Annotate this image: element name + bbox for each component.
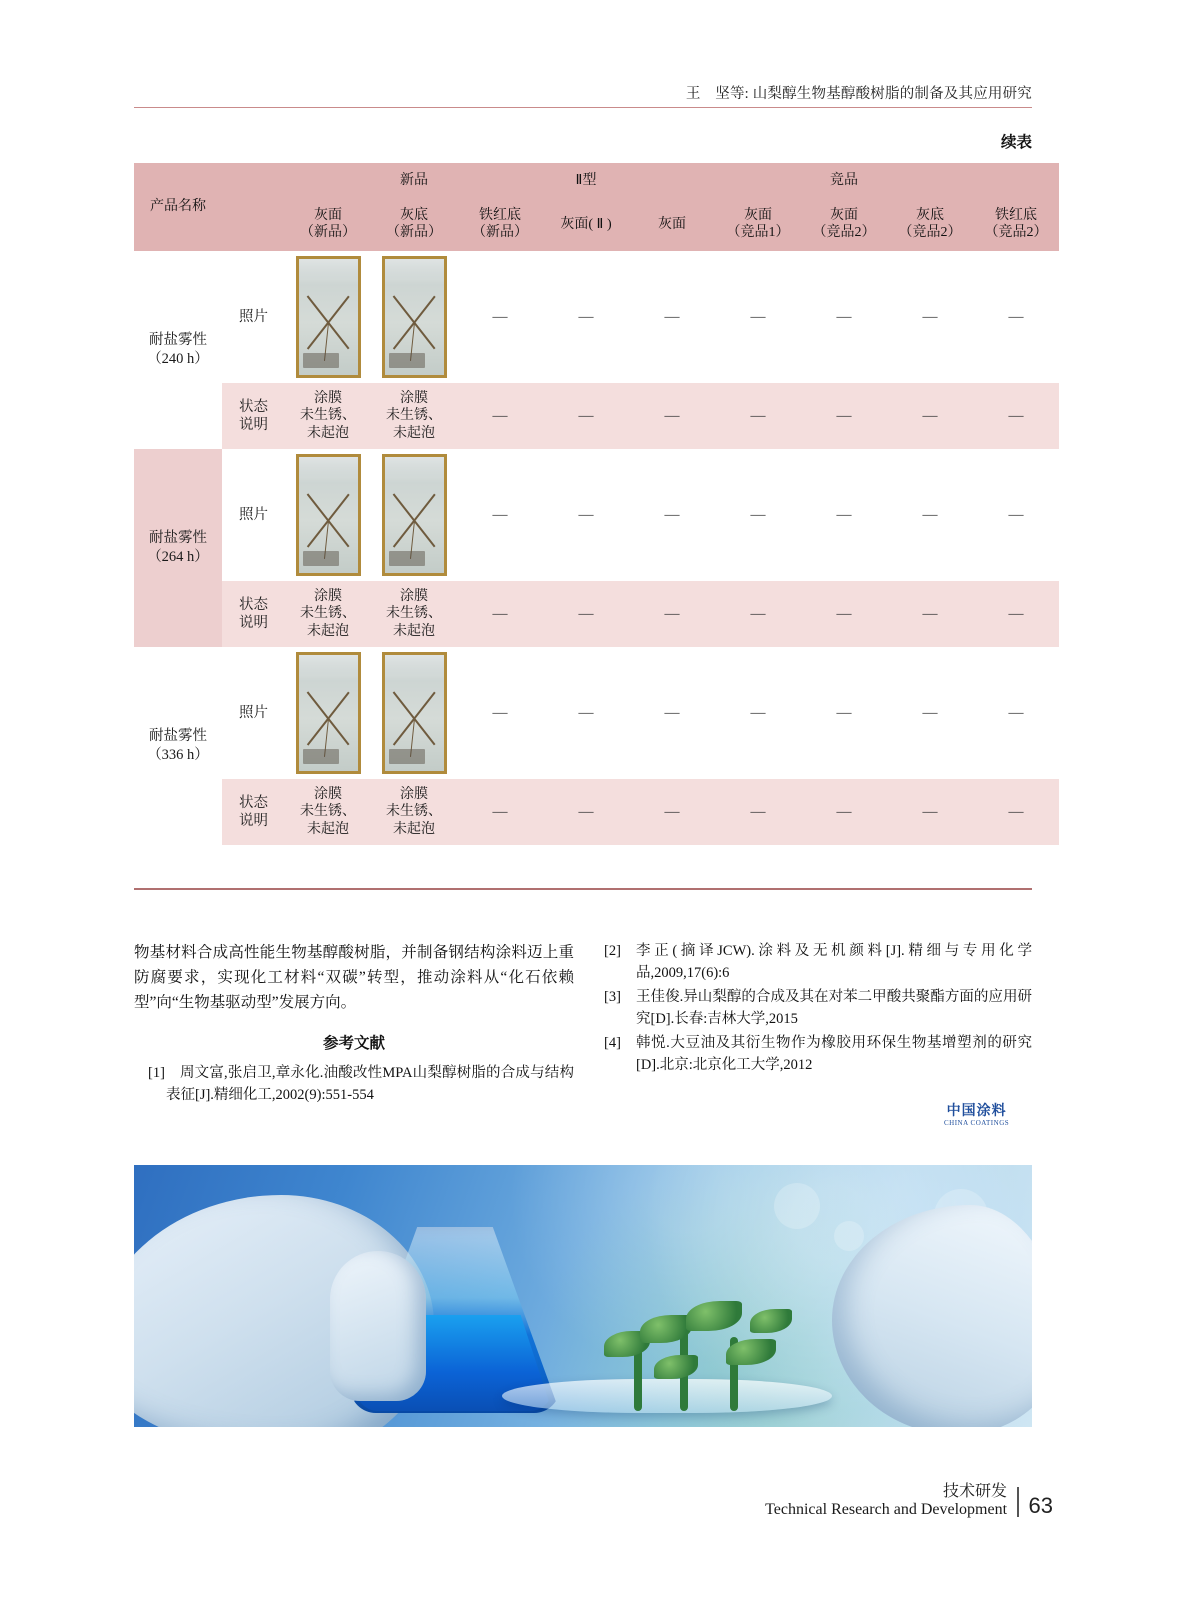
state-line-2: 未生锈、 [386,606,442,622]
row-label-240h-line2: （240 h） [147,351,209,367]
state-line-2: 未生锈、 [300,408,356,424]
header-col-4-line1: 灰面 [658,216,686,232]
cell-dash: — [922,308,938,325]
state-label-line2: 说明 [239,615,268,631]
state-cell [371,383,457,449]
state-line-3: 未起泡 [393,821,435,837]
cell-dash: — [578,308,594,325]
panel-gloss [299,457,358,483]
cell-dash: — [973,779,1059,845]
cell-dash: — [801,383,887,449]
left-column [134,940,574,1109]
state-line-3: 未起泡 [307,623,349,639]
header-col-6-line2: （竞品2） [812,225,876,240]
cell-dash: — [629,581,715,647]
conclusion-paragraph: 物基材料合成高性能生物基醇酸树脂，并制备钢结构涂料迈上重防腐要求，实现化工材料“双碳”转型，推动涂料从“化石依赖型”向“生物基驱动型”发展方向。 [134,944,574,1012]
cell-dash: — [664,704,680,721]
state-label-line2: 说明 [239,813,268,829]
table-row [134,449,1059,581]
state-cell [285,383,371,449]
header-col-6-line1: 灰面 [830,208,858,224]
row-subtype-photo-240h: 照片 [239,308,268,325]
cell-dash: — [922,704,938,721]
cell-dash: — [887,383,973,449]
coating-panel-image [382,454,447,576]
coating-panel-image [382,652,447,774]
cell-dash: — [664,308,680,325]
state-line-3: 未起泡 [393,425,435,441]
page-number: 63 [1028,1493,1053,1518]
reference-item [134,1062,574,1106]
header-col-3 [543,199,629,251]
header-col-8-line1: 铁红底 [995,208,1037,224]
header-group-competitor: 竞品 [629,163,1059,199]
table-header-group-row [134,163,1059,199]
cell-dash: — [543,581,629,647]
table-row [134,647,1059,779]
header-col-2 [457,199,543,251]
salt-spray-results-table [134,163,1059,845]
reference-text: 周文富,张启卫,章永化.油酸改性MPA山梨醇树脂的合成与结构表征[J].精细化工,2002(9):551-554 [166,1065,574,1104]
panel-gloss [299,259,358,285]
state-line-2: 未生锈、 [386,408,442,424]
table-row [134,779,1059,845]
sample-photo-cell [371,251,457,383]
table-bottom-rule [134,888,1032,890]
cell-dash: — [836,308,852,325]
reference-number: [2] [604,943,621,959]
cell-dash: — [457,383,543,449]
state-cell [371,779,457,845]
header-product-name: 产品名称 [134,163,222,251]
table-row [134,383,1059,449]
cell-dash: — [887,581,973,647]
state-label-line1: 状态 [239,596,268,613]
header-col-0-line2: （新品） [300,225,356,240]
header-col-5-line2: （竞品1） [726,225,790,240]
header-col-1-line1: 灰底 [400,208,428,224]
right-column [604,940,1032,1078]
sample-photo-cell [371,449,457,581]
footer-divider [1017,1487,1019,1517]
cell-dash: — [836,704,852,721]
state-line-2: 未生锈、 [300,606,356,622]
state-line-3: 未起泡 [393,623,435,639]
table-row [134,581,1059,647]
running-head: 王 坚等: 山梨醇生物基醇酸树脂的制备及其应用研究 [685,86,1032,102]
state-line-1: 涂膜 [314,390,342,406]
state-label-line2: 说明 [239,417,268,433]
cell-dash: — [629,449,715,581]
header-col-7-line1: 灰底 [916,208,944,224]
reference-item [604,1032,1032,1076]
cell-dash: — [457,449,543,581]
footer-section-cn: 技术研发 [943,1483,1008,1500]
row-label-336h-line1: 耐盐雾性 [149,728,207,745]
panel-label-mark [303,353,338,368]
continued-table-label: 续表 [1000,134,1032,151]
reference-text: 韩悦.大豆油及其衍生物作为橡胶用环保生物基增塑剂的研究[D].北京:北京化工大学,2012 [636,1035,1032,1074]
state-line-2: 未生锈、 [300,804,356,820]
header-col-8 [973,199,1059,251]
row-label-264h-line1: 耐盐雾性 [149,530,207,547]
reference-number: [1] [148,1065,165,1082]
cell-dash: — [629,383,715,449]
panel-gloss [385,259,444,285]
reference-item [604,940,1032,984]
row-subtype-state-264h [222,581,285,647]
cell-dash: — [629,779,715,845]
row-label-336h [134,647,222,845]
row-label-264h [134,449,222,647]
header-col-0 [285,199,371,251]
page-footer [765,1478,1053,1519]
cell-dash: — [973,449,1059,581]
references-title: 参考文献 [322,1035,385,1053]
row-subtype-state-240h [222,383,285,449]
reference-number: [4] [604,1035,621,1052]
row-label-240h-line1: 耐盐雾性 [149,332,207,349]
cell-dash: — [801,581,887,647]
cell-dash: — [1008,704,1024,721]
cell-dash: — [543,779,629,845]
header-group-type2: Ⅱ型 [543,163,629,199]
cell-dash: — [715,779,801,845]
state-cell [285,581,371,647]
footer-section [765,1478,1007,1519]
header-group-new: 新品 [285,163,543,199]
cell-dash: — [801,449,887,581]
state-cell [285,779,371,845]
panel-label-mark [389,551,424,566]
state-line-1: 涂膜 [400,786,428,802]
coating-panel-image [296,652,361,774]
cell-dash: — [492,308,508,325]
cell-dash: — [578,704,594,721]
reference-number: [3] [604,989,621,1006]
header-col-1-line2: （新品） [386,225,442,240]
cell-dash: — [1008,308,1024,325]
header-col-3-line1: 灰面( Ⅱ ) [560,216,612,232]
cell-dash: — [492,704,508,721]
panel-gloss [385,457,444,483]
header-col-0-line1: 灰面 [314,208,342,224]
state-line-1: 涂膜 [400,588,428,604]
petri-dish [502,1379,832,1413]
state-line-3: 未起泡 [307,425,349,441]
sample-photo-cell [285,449,371,581]
cell-dash: — [973,581,1059,647]
coating-panel-image [382,256,447,378]
header-rule [134,107,1032,108]
bokeh-circle [774,1183,820,1229]
panel-gloss [385,655,444,681]
header-col-5 [715,199,801,251]
cell-dash: — [543,383,629,449]
footer-section-en: Technical Research and Development [765,1501,1008,1518]
state-line-1: 涂膜 [400,390,428,406]
row-subtype-state-336h [222,779,285,845]
cell-dash: — [887,779,973,845]
header-col-8-line2: （竞品2） [984,225,1048,240]
state-line-1: 涂膜 [314,588,342,604]
coating-panel-image [296,454,361,576]
journal-logo [944,1105,1009,1127]
coating-panel-image [296,256,361,378]
sample-photo-cell [371,647,457,779]
bokeh-circle [834,1221,864,1251]
panel-label-mark [303,749,338,764]
journal-logo-cn: 中国涂料 [946,1104,1007,1119]
reference-item [604,986,1032,1030]
reference-text: 王佳俊.异山梨醇的合成及其在对苯二甲酸共聚酯方面的应用研究[D].长春:吉林大学,2015 [636,989,1032,1028]
panel-label-mark [303,551,338,566]
cell-dash: — [973,383,1059,449]
state-label-line1: 状态 [239,398,268,415]
header-col-2-line1: 铁红底 [479,208,521,224]
header-col-2-line2: （新品） [472,225,528,240]
header-col-7-line2: （竞品2） [898,225,962,240]
panel-gloss [299,655,358,681]
sample-photo-cell [285,251,371,383]
state-line-2: 未生锈、 [386,804,442,820]
reference-text: 李正(摘译JCW).涂料及无机颜料[J].精细与专用化学品,2009,17(6):6 [636,943,1032,982]
journal-logo-en: CHINA COATINGS [944,1118,1010,1127]
state-cell [371,581,457,647]
row-label-336h-line2: （336 h） [147,747,209,763]
cell-dash: — [801,779,887,845]
state-line-1: 涂膜 [314,786,342,802]
table-row [134,251,1059,383]
cell-dash: — [715,383,801,449]
header-col-6 [801,199,887,251]
row-subtype-photo-336h: 照片 [239,704,268,721]
cell-dash: — [715,449,801,581]
header-blank [222,163,285,251]
cell-dash: — [750,704,766,721]
row-subtype-photo-264h: 照片 [222,449,285,581]
state-label-line1: 状态 [239,794,268,811]
state-line-3: 未起泡 [307,821,349,837]
panel-label-mark [389,749,424,764]
cell-dash: — [750,308,766,325]
decorative-lab-photo [134,1165,1032,1427]
cell-dash: — [543,449,629,581]
sample-photo-cell [285,647,371,779]
header-col-5-line1: 灰面 [744,208,772,224]
row-label-240h [134,251,222,449]
header-col-1 [371,199,457,251]
cell-dash: — [887,449,973,581]
cell-dash: — [715,581,801,647]
panel-label-mark [389,353,424,368]
cell-dash: — [457,581,543,647]
header-col-4 [629,199,715,251]
row-label-264h-line2: （264 h） [147,549,209,565]
header-col-7 [887,199,973,251]
glove-finger [330,1251,426,1401]
cell-dash: — [457,779,543,845]
